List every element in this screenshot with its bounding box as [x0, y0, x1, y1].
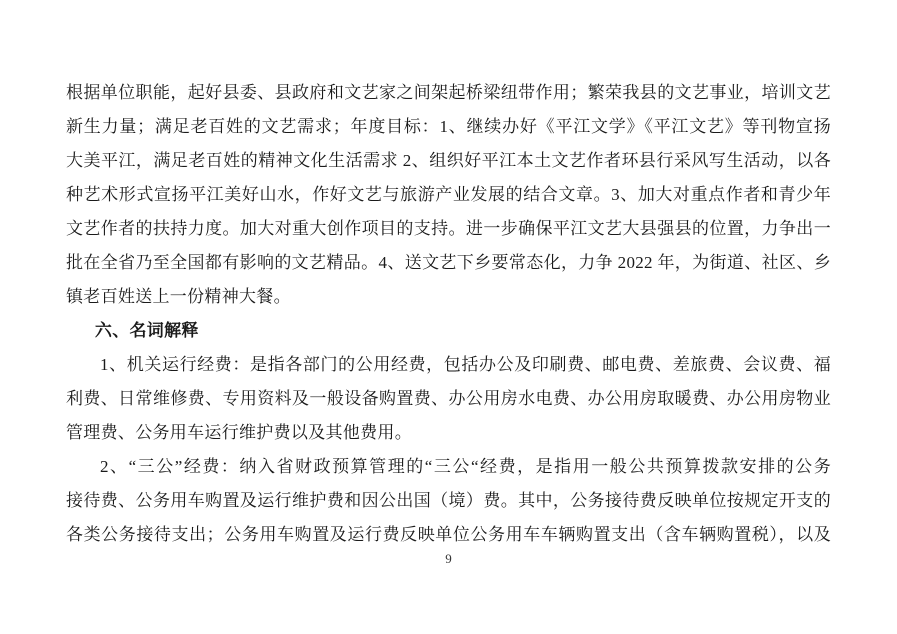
body-line: 根据单位职能，起好县委、县政府和文艺家之间架起桥梁纽带作用；繁荣我县的文艺事业，培训文艺: [66, 83, 831, 102]
body-line: 利费、日常维修费、专用资料及一般设备购置费、办公用房水电费、办公用房取暖费、办公用房物业: [66, 389, 831, 408]
body-line: 镇老百姓送上一份精神大餐。: [66, 287, 291, 306]
body-line: 文艺作者的扶持力度。加大对重大创作项目的支持。进一步确保平江文艺大县强县的位置，力争出一: [66, 219, 831, 238]
body-line: 种艺术形式宣扬平江美好山水，作好文艺与旅游产业发展的结合文章。3、加大对重点作者和青少年: [66, 185, 831, 204]
page-body: [66, 76, 831, 552]
body-line: 2、“三公”经费：纳入省财政预算管理的“三公“经费，是指用一般公共预算拨款安排的公务: [100, 457, 831, 476]
body-line: 接待费、公务用车购置及运行维护费和因公出国（境）费。其中，公务接待费反映单位按规定开支的: [66, 491, 831, 510]
body-line: 批在全省乃至全国都有影响的文艺精品。4、送文艺下乡要常态化，力争 2022 年，为街道、社区、乡: [66, 253, 831, 272]
section-heading: 六、名词解释: [94, 321, 199, 340]
body-line: 1、机关运行经费：是指各部门的公用经费，包括办公及印刷费、邮电费、差旅费、会议费、福: [100, 355, 831, 374]
body-line: 各类公务接待支出；公务用车购置及运行费反映单位公务用车车辆购置支出（含车辆购置税），以及: [66, 525, 831, 544]
body-line: 新生力量；满足老百姓的文艺需求；年度目标：1、继续办好《平江文学》《平江文艺》等刊物宣扬: [66, 117, 831, 136]
body-line: 管理费、公务用车运行维护费以及其他费用。: [66, 423, 412, 442]
body-line: 大美平江，满足老百姓的精神文化生活需求 2、组织好平江本土文艺作者环县行采风写生活动，以各: [66, 151, 831, 170]
page-number: 9: [445, 551, 452, 566]
